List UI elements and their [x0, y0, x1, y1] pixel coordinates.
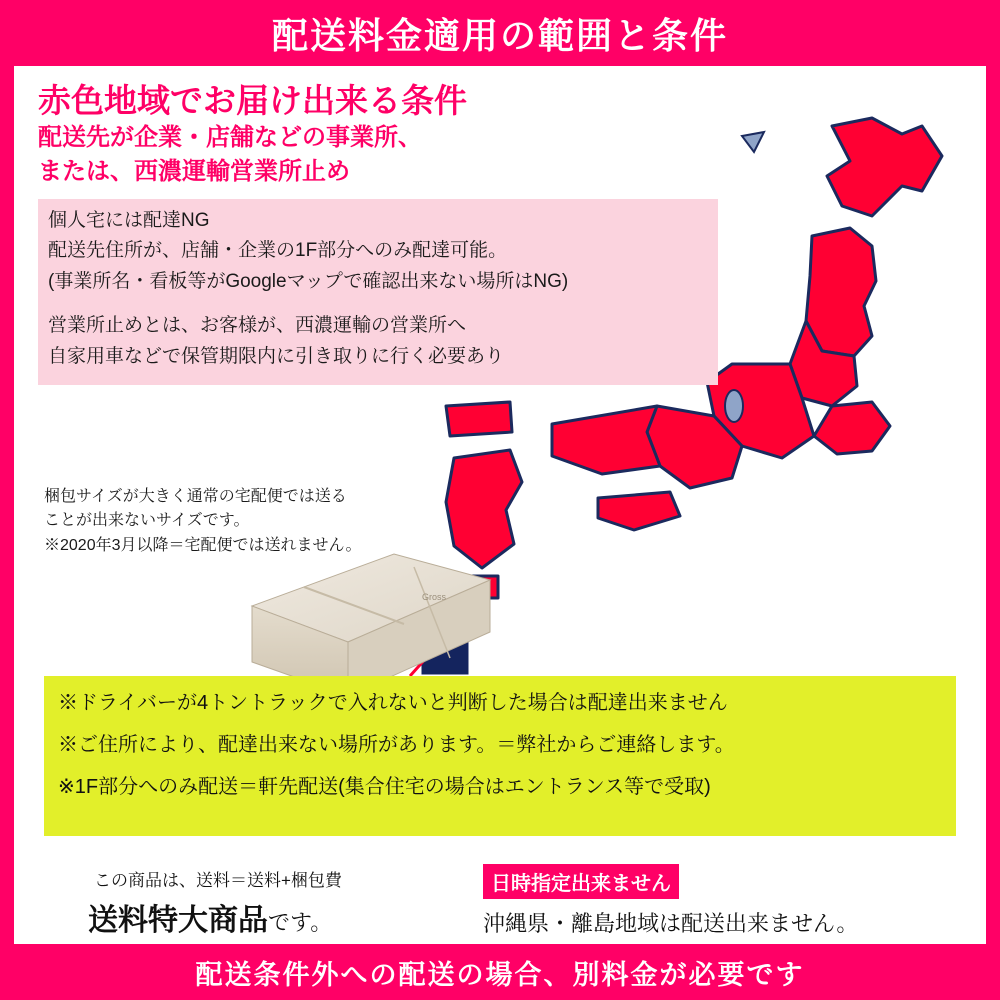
shipping-note: この商品は、送料＝送料+梱包費 [94, 871, 342, 890]
lake-biwa [725, 390, 743, 422]
svg-text:Gross: Gross [422, 592, 447, 602]
content-area [28, 66, 972, 944]
shipping-label-tail: です。 [268, 910, 333, 935]
warning-line-2: ※ご住所により、配達出来ない場所があります。＝弊社からご連絡します。 [58, 734, 735, 756]
condition-line-2: 配送先住所が、店舗・企業の1F部分へのみ配達可能。 [48, 240, 508, 262]
region-kanto [814, 402, 890, 454]
page-title: 配送料金適用の範囲と条件 [271, 14, 728, 56]
region-kyushu-north [446, 402, 512, 436]
condition-line-4: 営業所止めとは、お客様が、西濃運輸の営業所へ [48, 315, 467, 337]
region-shikoku [598, 492, 680, 530]
shipping-label-main: 送料特大商品 [88, 904, 268, 937]
warning-panel [44, 676, 956, 836]
intro-line-2: または、西濃運輸営業所止め [38, 158, 350, 186]
bay-accent [742, 132, 764, 152]
footer-band [14, 944, 986, 1000]
shipping-summary [88, 866, 342, 939]
package-note-line-3: ※2020年3月以降＝宅配便では送れません。 [44, 536, 362, 554]
restriction-text: 沖縄県・離島地域は配送出来ません。 [483, 911, 859, 936]
package-note-line-2: ことが出来ないサイズです。 [44, 512, 250, 530]
condition-line-1: 個人宅には配達NG [48, 209, 210, 231]
intro-heading: 赤色地域でお届け出来る条件 [38, 82, 467, 119]
region-tohoku [806, 228, 876, 356]
package-note-block [44, 486, 464, 602]
intro-line-1: 配送先が企業・店舗などの事業所、 [38, 123, 422, 151]
shipping-label [88, 895, 342, 939]
panel-spacer [48, 298, 708, 312]
region-chugoku [552, 406, 660, 474]
header-band [14, 0, 986, 66]
region-hokkaido [827, 118, 942, 216]
package-note-line-1: 梱包サイズが大きく通常の宅配便では送る [44, 488, 347, 505]
conditions-panel [38, 199, 718, 386]
condition-line-5: 自家用車などで保管期限内に引き取りに行く必要あり [48, 345, 505, 367]
condition-line-3: (事業所名・看板等がGoogleマップで確認出来ない場所はNG) [48, 270, 569, 292]
delivery-restrictions [483, 864, 858, 938]
status-badge: 日時指定出来ません [483, 864, 679, 899]
intro-block [38, 76, 738, 385]
warning-line-1: ※ドライバーが4トントラックで入れないと判断した場合は配達出来ません [58, 692, 728, 714]
warning-line-3: ※1F部分へのみ配送＝軒先配送(集合住宅の場合はエントランス等で受取) [58, 776, 711, 798]
footer-title: 配送条件外への配送の場合、別料金が必要です [195, 959, 805, 990]
